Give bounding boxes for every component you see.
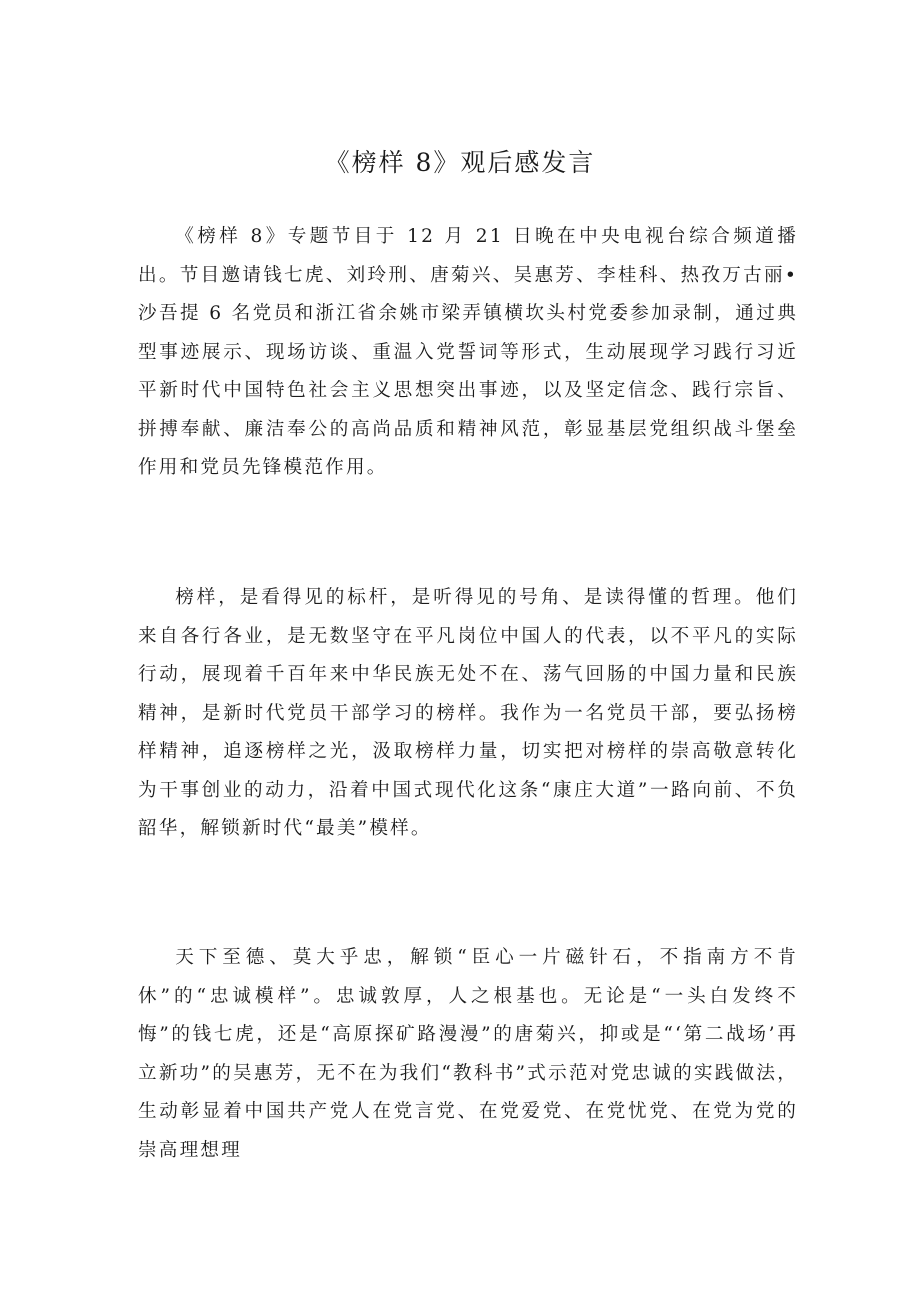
paragraph-3: 天下至德、莫大乎忠，解锁“臣心一片磁针石，不指南方不肯休”的“忠诚模样”。忠诚敦厚，人之根基也。无论是“一头白发终不悔”的钱七虎，还是“高原探矿路漫漫”的唐菊兴，抑或是“‘第二战场’再立新功”的吴惠芳，无不在为我们“教科书”式示范对党忠诚的实践做法，生动彰显着中国共产党人在党言党、在党爱党、在党忧党、在党为党的崇高理想理	[138, 947, 798, 1161]
paragraph-2: 榜样，是看得见的标杆，是听得见的号角、是读得懂的哲理。他们来自各行各业，是无数坚守在平凡岗位中国人的代表，以不平凡的实际行动，展现着千百年来中华民族无处不在、荡气回肠的中国力量和民族精神，是新时代党员干部学习的榜样。我作为一名党员干部，要弘扬榜样精神，追逐榜样之光，汲取榜样力量，切实把对榜样的崇高敬意转化为干事创业的动力，沿着中国式现代化这条“康庄大道”一路向前、不负韶华，解锁新时代“最美”模样。	[138, 587, 798, 839]
document-title: 《榜样 8》观后感发言	[324, 148, 596, 177]
paragraph-1: 《榜样 8》专题节目于 12 月 21 日晚在中央电视台综合频道播出。节目邀请钱七虎、刘玲刑、唐菊兴、吴惠芳、李桂科、热孜万古丽•沙吾提 6 名党员和浙江省余姚市梁弄镇横坎头村党委参加录制，通过典型事迹展示、现场访谈、重温入党誓词等形式，生动展现学习践行习近平新时代中国特色社会主义思想突出事迹，以及坚定信念、践行宗旨、拼搏奉献、廉洁奉公的高尚品质和精神风范，彰显基层党组织战斗堡垒作用和党员先锋模范作用。	[138, 226, 798, 478]
